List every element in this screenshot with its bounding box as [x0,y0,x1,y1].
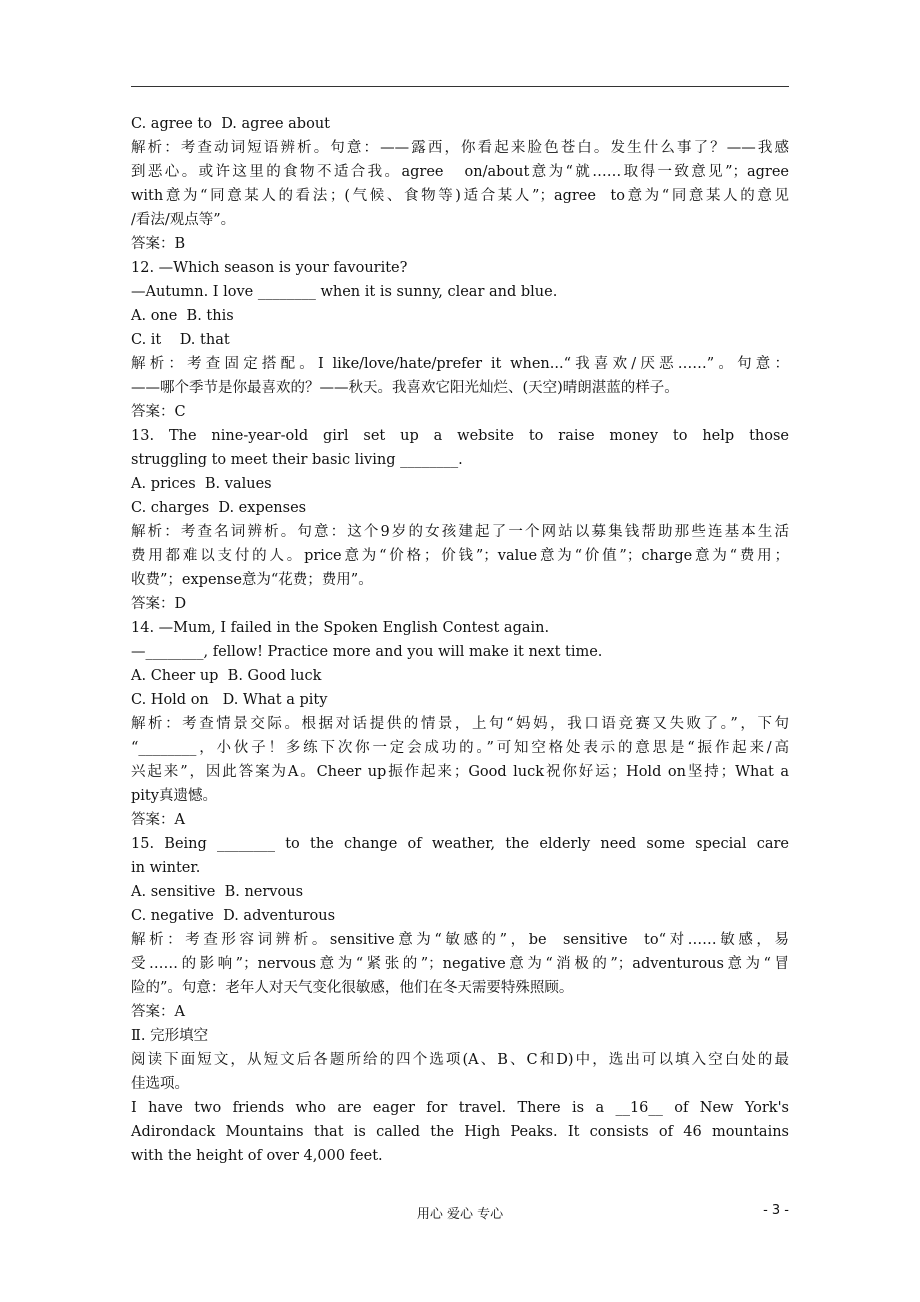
text-line: 答案：C [131,404,186,420]
text-line: A. Cheer up B. Good luck [131,668,322,684]
text-line: C. Hold on D. What a pity [131,692,328,708]
text-line: with意为“同意某人的看法；(气候、食物等)适合某人”；agree to意为“同意某人的意见 [131,188,789,204]
text-line: C. agree to D. agree about [131,116,330,132]
text-line: 费用都难以支付的人。price意为“价格；价钱”；value意为“价值”；charge意为“费用； [131,548,789,564]
text-line: pity真遗憾。 [131,788,217,804]
document-body [131,112,789,1168]
text-line: —Autumn. I love ________ when it is sunny, clear and blue. [131,284,558,300]
text-line: —________, fellow! Practice more and you will make it next time. [131,644,603,660]
text-line: 兴起来”，因此答案为A。Cheer up振作起来；Good luck祝你好运；Hold on坚持；What a [131,764,789,780]
footer-motto: 用心 爱心 专心 [416,1207,504,1222]
text-line: A. sensitive B. nervous [131,884,304,900]
text-line: C. negative D. adventurous [131,908,336,924]
text-line: 答案：B [131,236,186,252]
text-line: 到恶心。或许这里的食物不适合我。agree on/about意为“就……取得一致意见”；agree [131,164,789,180]
text-line: A. prices B. values [131,476,272,492]
text-line: in winter. [131,860,201,876]
header-rule [131,86,789,87]
text-line: ——哪个季节是你最喜欢的？——秋天。我喜欢它阳光灿烂、(天空)晴朗湛蓝的样子。 [131,380,679,396]
text-line: 解析：考查动词短语辨析。句意：——露西，你看起来脸色苍白。发生什么事了？——我感 [131,140,789,156]
text-line: 答案：A [131,812,185,828]
text-line: with the height of over 4,000 feet. [131,1148,383,1164]
text-line: Ⅱ. 完形填空 [131,1028,209,1044]
text-line: “________，小伙子！多练下次你一定会成功的。”可知空格处表示的意思是“振作起来/高 [131,740,789,756]
text-line: I have two friends who are eager for travel. There is a __16__ of New York's [131,1100,789,1116]
text-line: A. one B. this [131,308,234,324]
text-line: 解析：考查情景交际。根据对话提供的情景，上句“妈妈，我口语竞赛又失败了。”，下句 [131,716,789,732]
text-line: 答案：D [131,596,187,612]
text-line: 13. The nine-year-old girl set up a website to raise money to help those [131,428,789,444]
text-line: 受……的影响”；nervous意为“紧张的”；negative意为“消极的”；adventurous意为“冒 [131,956,789,972]
text-line: 14. —Mum, I failed in the Spoken English Contest again. [131,620,550,636]
text-line: 答案：A [131,1004,185,1020]
text-line: 15. Being ________ to the change of weather, the elderly need some special care [131,836,789,852]
text-line: 12. —Which season is your favourite? [131,260,408,276]
text-line: 阅读下面短文，从短文后各题所给的四个选项(A、B、C和D)中，选出可以填入空白处的最 [131,1052,789,1068]
text-line: 解析：考查名词辨析。句意：这个9岁的女孩建起了一个网站以募集钱帮助那些连基本生活 [131,524,789,540]
page-number: - 3 - [763,1203,789,1218]
text-line: struggling to meet their basic living ________. [131,452,463,468]
text-line: 解析：考查形容词辨析。sensitive意为“敏感的”，be sensitive to“对……敏感，易 [131,932,789,948]
text-line: C. it D. that [131,332,230,348]
text-line: 佳选项。 [131,1076,189,1092]
text-line: /看法/观点等”。 [131,212,236,228]
text-line: 收费”；expense意为“花费；费用”。 [131,572,373,588]
text-line: 险的”。句意：老年人对天气变化很敏感，他们在冬天需要特殊照顾。 [131,980,574,996]
text-line: Adirondack Mountains that is called the High Peaks. It consists of 46 mountains [131,1124,789,1140]
text-line: 解析：考查固定搭配。I like/love/hate/prefer it when...“我喜欢/厌恶……”。句意： [131,356,789,372]
text-line: C. charges D. expenses [131,500,307,516]
